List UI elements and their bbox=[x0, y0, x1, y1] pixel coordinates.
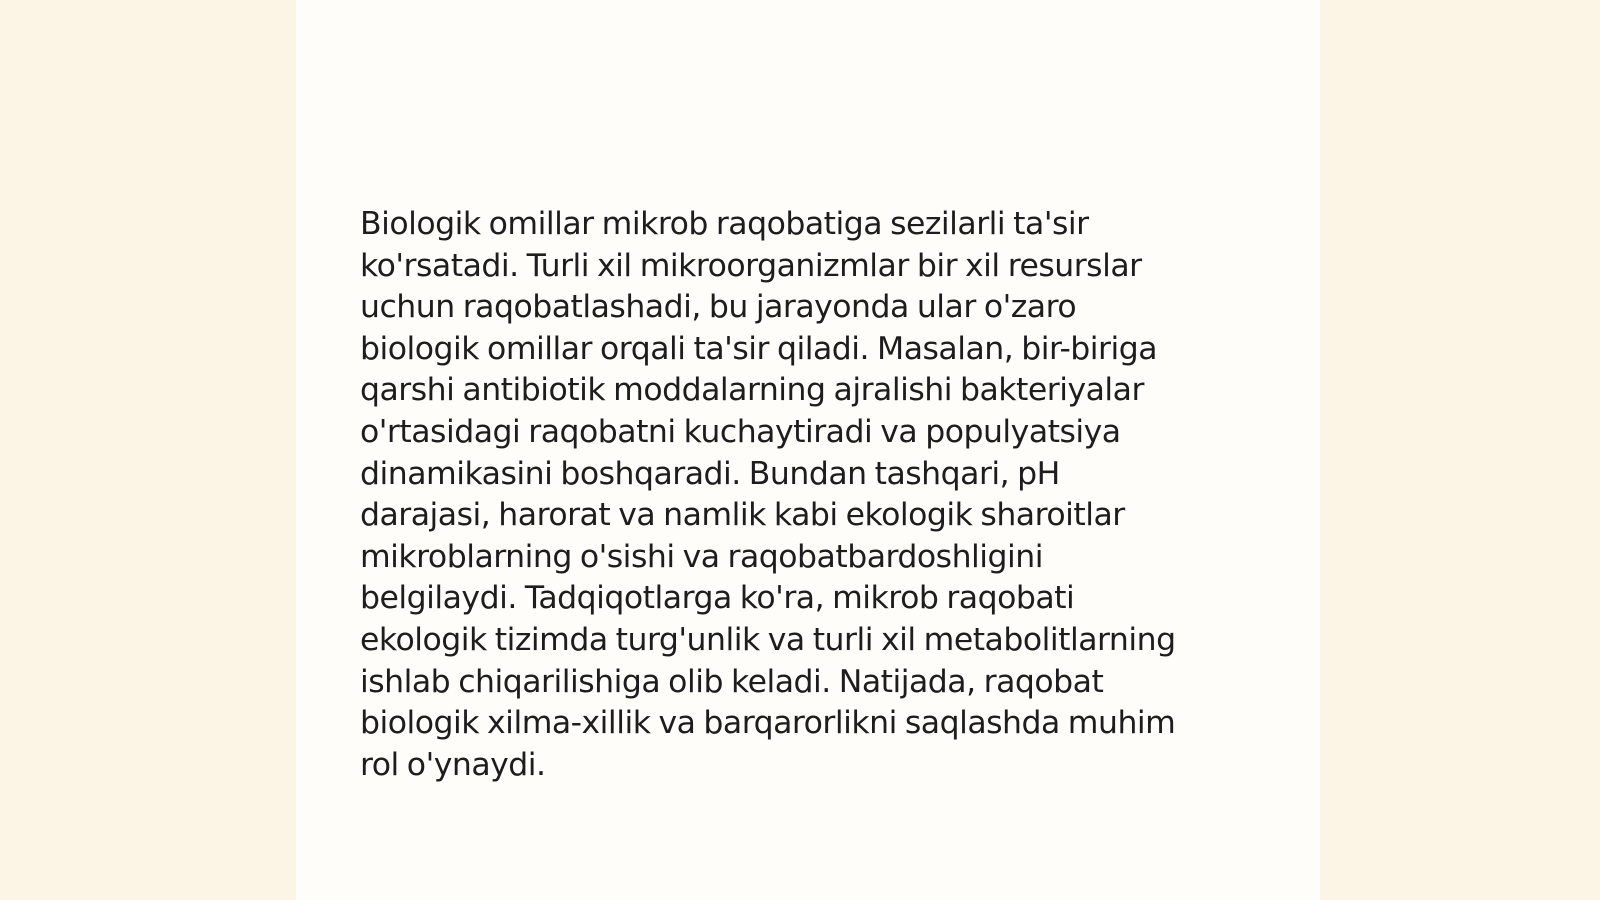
paragraph-line: dinamikasini boshqaradi. Bundan tashqari, pH bbox=[360, 455, 1060, 492]
paragraph-line: o'rtasidagi raqobatni kuchaytiradi va populyatsiya bbox=[360, 413, 1121, 450]
paragraph-line: darajasi, harorat va namlik kabi ekologik sharoitlar bbox=[360, 497, 1125, 534]
paragraph-line: Biologik omillar mikrob raqobatiga sezilarli ta'sir bbox=[360, 206, 1089, 242]
paragraph-line: ishlab chiqarilishiga olib keladi. Natijada, raqobat bbox=[360, 663, 1104, 700]
paragraph-line: biologik xilma-xillik va barqarorlikni saqlashda muhim bbox=[360, 705, 1176, 742]
paragraph-line: qarshi antibiotik moddalarning ajralishi bakteriyalar bbox=[360, 372, 1144, 409]
paragraph-line: rol o'ynaydi. bbox=[360, 746, 546, 783]
document-page bbox=[296, 0, 1320, 900]
paragraph-line: belgilaydi. Tadqiqotlarga ko'ra, mikrob raqobati bbox=[360, 580, 1075, 617]
paragraph-line: ko'rsatadi. Turli xil mikroorganizmlar bir xil resurslar bbox=[360, 247, 1142, 284]
paragraph-line: ekologik tizimda turg'unlik va turli xil metabolitlarning bbox=[360, 621, 1176, 658]
paragraph-line: uchun raqobatlashadi, bu jarayonda ular o'zaro bbox=[360, 289, 1077, 326]
paragraph-line: mikroblarning o'sishi va raqobatbardoshligini bbox=[360, 538, 1044, 575]
paragraph-line: biologik omillar orqali ta'sir qiladi. Masalan, bir-biriga bbox=[360, 330, 1158, 367]
body-paragraph bbox=[360, 204, 1260, 786]
